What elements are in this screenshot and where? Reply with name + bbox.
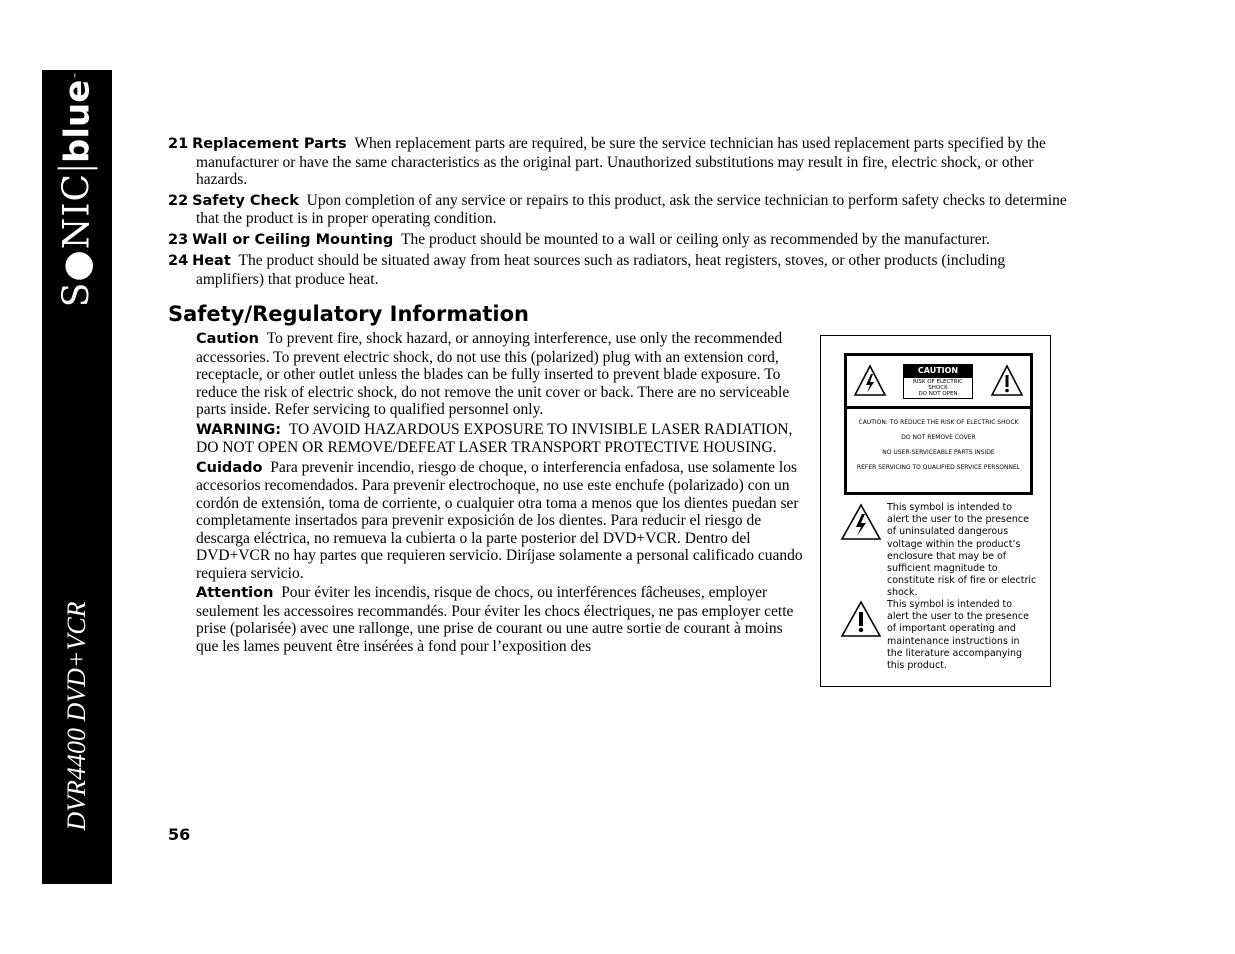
- item-number: 23: [168, 231, 189, 248]
- block-title: Caution: [196, 331, 259, 347]
- item-number: 24: [168, 253, 189, 269]
- caution-subtext-line: RISK OF ELECTRIC SHOCK: [912, 379, 964, 391]
- caution-label: [844, 353, 1033, 495]
- item-number: 21: [168, 136, 189, 152]
- item-title: Heat: [192, 253, 231, 269]
- product-name: DVR4400 DVD+VCR: [62, 601, 91, 831]
- logo-trademark: ™: [73, 72, 81, 79]
- list-item: [168, 231, 1068, 250]
- list-item: [168, 252, 1068, 288]
- page-number: 56: [168, 825, 191, 844]
- caution-label-lines: [847, 409, 1030, 471]
- exclamation-symbol-explanation: [839, 599, 1037, 672]
- item-title: Safety Check: [192, 192, 299, 209]
- logo-divider: [57, 167, 97, 169]
- lightning-bolt-icon: [853, 364, 887, 398]
- item-text: When replacement parts are required, be sure the service technician has used replacement parts specified by the manufacturer or have the same characteristics as the original part. Unauthorized substitutions may result in fire, electric shock, or other hazards.: [196, 135, 1046, 188]
- logo-blue: blue: [57, 79, 97, 163]
- label-line: CAUTION: TO REDUCE THE RISK OF ELECTRIC SHOCK: [858, 419, 1019, 426]
- caution-block: [196, 330, 806, 419]
- sonicblue-logo: [57, 73, 98, 308]
- item-text: The product should be mounted to a wall or ceiling only as recommended by the manufacturer.: [401, 230, 990, 248]
- block-title: Cuidado: [196, 459, 263, 476]
- cuidado-block: [196, 459, 806, 583]
- safety-body: [196, 330, 806, 657]
- block-text: TO AVOID HAZARDOUS EXPOSURE TO INVISIBLE LASER RADIATION, DO NOT OPEN OR REMOVE/DEFEAT LASER TRANSPORT PROTECTIVE HOUSING.: [196, 420, 793, 456]
- caution-subtext: [903, 377, 973, 399]
- item-text: Upon completion of any service or repairs to this product, ask the service technician to perform safety checks to determine that the product is in proper operating condition.: [196, 191, 1067, 227]
- item-text: The product should be situated away from heat sources such as radiators, heat registers, stoves, or other products (including amplifiers) that produce heat.: [196, 252, 1006, 288]
- list-item: [168, 192, 1068, 228]
- block-text: To prevent fire, shock hazard, or annoying interference, use only the recommended accessories. To prevent electric shock, do not use this (polarized) plug with an extension cord, receptacle, or other outlet unless the blades can be fully inserted to prevent blade exposure. To reduce the risk of electric shock, do not remove the unit cover or back. There are no serviceable parts inside. Refer servicing to qualified personnel only.: [196, 330, 790, 418]
- caution-label-header: [847, 356, 1030, 409]
- caution-header: [903, 364, 973, 399]
- label-line: REFER SERVICING TO QUALIFIED SERVICE PERSONNEL: [856, 464, 1021, 471]
- block-title: Attention: [196, 585, 274, 601]
- attention-block: [196, 584, 806, 655]
- bolt-symbol-text: This symbol is intended to alert the user to the presence of uninsulated dangerous voltage within the product’s enclosure that may be of sufficient magnitude to constitute risk of fire or electric shock.: [887, 502, 1037, 599]
- warning-block: [196, 421, 806, 457]
- item-title: Wall or Ceiling Mounting: [192, 231, 394, 248]
- block-text: Para prevenir incendio, riesgo de choque, o interferencia enfadosa, use solamente los accesorios recomendados. Para prevenir electrochoque, no use este enchufe (polarizado) con un cordón de extensión, toma de corriente, o cualquier otra toma a menos que los dientes puedan ser completamente insertados para prevenir exposición de los dientes. Para reducir el riesgo de descarga eléctrica, no remueva la cubierta o la parte posterior del DVD+VCR. Dentro del DVD+VCR no hay partes que requieren servicio. Diríjase solamente a personal calificado cuando requiera servicio.: [196, 458, 803, 582]
- caution-subtext-line: DO NOT OPEN: [918, 391, 958, 397]
- block-text: Pour éviter les incendis, risque de chocs, ou interférences fâcheuses, employer seulement les accessoires recommandés. Pour éviter les chocs électriques, ne pas employer cette prise (polarisée) avec une rallonge, une prise de courant ou une autre sortie de courant à moins que les lames peuvent être insérées à fond pour l’exposition des: [196, 584, 794, 655]
- logo-sonic: S●NIC: [56, 172, 98, 308]
- caution-text: CAUTION: [903, 364, 973, 377]
- block-title: WARNING:: [196, 421, 282, 438]
- numbered-items: [168, 135, 1068, 332]
- bolt-symbol-explanation: [839, 502, 1037, 600]
- item-title: Replacement Parts: [192, 136, 347, 152]
- item-number: 22: [168, 192, 189, 209]
- exclamation-symbol-text: This symbol is intended to alert the user to the presence of important operating and maintenance instructions in the literature accompanying this product.: [887, 599, 1029, 672]
- exclamation-icon: [839, 599, 883, 639]
- section-title: Safety/Regulatory Information: [168, 302, 530, 326]
- exclamation-icon: [990, 364, 1024, 398]
- lightning-bolt-icon: [839, 502, 883, 542]
- label-line: DO NOT REMOVE COVER: [901, 434, 976, 441]
- list-item: [168, 135, 1068, 189]
- caution-label-figure: [820, 335, 1051, 687]
- label-line: NO USER-SERVICEABLE PARTS INSIDE: [882, 449, 995, 456]
